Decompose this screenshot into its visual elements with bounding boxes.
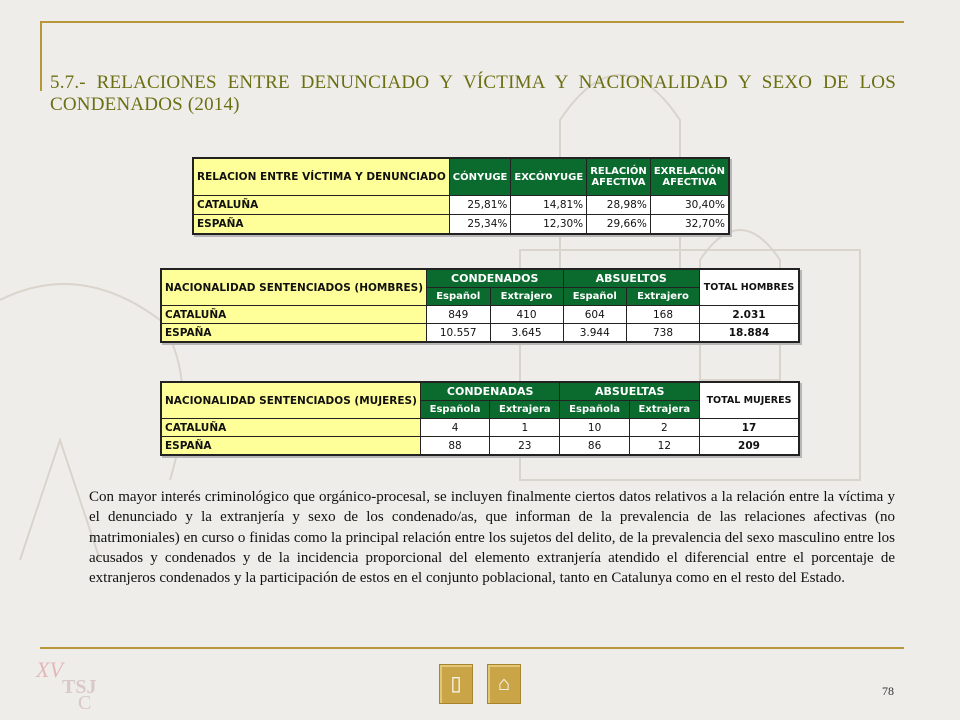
table-row [161, 324, 799, 343]
cell: 14,81% [511, 196, 587, 215]
cell: 12 [629, 437, 699, 456]
table2-corner: NACIONALIDAD SENTENCIADOS (HOMBRES) [161, 269, 427, 306]
total-cell: 17 [700, 419, 800, 437]
cell: 849 [427, 306, 490, 324]
body-paragraph: Con mayor interés criminológico que orgánico-procesal, se incluyen finalmente ciertos datos relativos a la relación entre la víctima y el denunciado y la extranjería y sexo de los condenado/as, que informan de la prevalencia de las relaciones afectivas (no matrimoniales) en curso o finidas como la principal relación entre los sujetos del delito, de la prevalencia del sexo masculino entre los acusados y condenados y de la incidencia proporcional del elemento extranjería atendido el diferencial entre el porcentaje de extranjeros condenados y la participación de estos en el conjunto poblacional, tanto en Catalunya como en el resto del Estado. [89, 489, 895, 587]
logo-c: C [78, 692, 92, 710]
frame-left-line [40, 21, 42, 91]
total-cell: 2.031 [700, 306, 800, 324]
table-row [161, 437, 799, 456]
cell: 4 [420, 419, 489, 437]
women-sentenced-table [160, 381, 800, 456]
cell: 1 [490, 419, 560, 437]
home-icon: ⌂ [497, 673, 511, 695]
table2-sub: Extrajero [626, 288, 699, 306]
table3-group-absueltas: ABSUELTAS [560, 382, 700, 401]
logo-tsj: TSJ [62, 676, 97, 698]
cell: 12,30% [511, 215, 587, 235]
cell: 88 [420, 437, 489, 456]
table-row [193, 196, 729, 215]
cell: 3.944 [563, 324, 626, 343]
cell: 23 [490, 437, 560, 456]
table3-sub: Española [420, 401, 489, 419]
victim-relation-table [192, 157, 730, 235]
row-label: CATALUÑA [161, 306, 427, 324]
cell: 604 [563, 306, 626, 324]
table3-sub: Española [560, 401, 629, 419]
table2-sub: Español [427, 288, 490, 306]
table1-corner: RELACION ENTRE VÍCTIMA Y DENUNCIADO [193, 158, 449, 196]
total-cell: 18.884 [700, 324, 800, 343]
cell: 32,70% [650, 215, 729, 235]
table1-header-relacion: RELACIÓN AFECTIVA [587, 158, 651, 196]
table-row [161, 419, 799, 437]
cell: 2 [629, 419, 699, 437]
cell: 25,34% [449, 215, 511, 235]
table3-group-condenadas: CONDENADAS [420, 382, 560, 401]
cell: 29,66% [587, 215, 651, 235]
document-nav-button[interactable] [439, 664, 473, 704]
table2-total-header: TOTAL HOMBRES [700, 269, 800, 306]
row-label: ESPAÑA [161, 437, 420, 456]
row-label: CATALUÑA [161, 419, 420, 437]
cell: 10.557 [427, 324, 490, 343]
table2-group-condenados: CONDENADOS [427, 269, 563, 288]
home-nav-button[interactable] [487, 664, 521, 704]
men-sentenced-table [160, 268, 800, 343]
page-number: 78 [882, 684, 894, 698]
frame-bottom-line [40, 647, 904, 649]
cell: 30,40% [650, 196, 729, 215]
table3-sub: Extrajera [629, 401, 699, 419]
cell: 410 [490, 306, 563, 324]
cell: 3.645 [490, 324, 563, 343]
table-row [193, 215, 729, 235]
table1-header-conyuge: CÓNYUGE [449, 158, 511, 196]
table-row [161, 306, 799, 324]
table3-total-header: TOTAL MUJERES [700, 382, 800, 419]
cell: 10 [560, 419, 629, 437]
total-cell: 209 [700, 437, 800, 456]
cell: 168 [626, 306, 699, 324]
row-label: CATALUÑA [193, 196, 449, 215]
cell: 738 [626, 324, 699, 343]
frame-top-line [40, 21, 904, 23]
table3-sub: Extrajera [490, 401, 560, 419]
table1-header-exrelacion: EXRELACIÓN AFECTIVA [650, 158, 729, 196]
table2-group-absueltos: ABSUELTOS [563, 269, 700, 288]
row-label: ESPAÑA [161, 324, 427, 343]
page-title: 5.7.- RELACIONES ENTRE DENUNCIADO Y VÍCTIMA Y NACIONALIDAD Y SEXO DE LOS CONDENADOS (2014) [50, 72, 896, 115]
tsj-logo-icon [34, 655, 106, 710]
table2-sub: Español [563, 288, 626, 306]
cell: 25,81% [449, 196, 511, 215]
table1-header-exconyuge: EXCÓNYUGE [511, 158, 587, 196]
document-icon: ▯ [450, 673, 462, 695]
table2-sub: Extrajero [490, 288, 563, 306]
table3-corner: NACIONALIDAD SENTENCIADOS (MUJERES) [161, 382, 420, 419]
cell: 28,98% [587, 196, 651, 215]
cell: 86 [560, 437, 629, 456]
logo-xv: XV [36, 657, 63, 682]
row-label: ESPAÑA [193, 215, 449, 235]
